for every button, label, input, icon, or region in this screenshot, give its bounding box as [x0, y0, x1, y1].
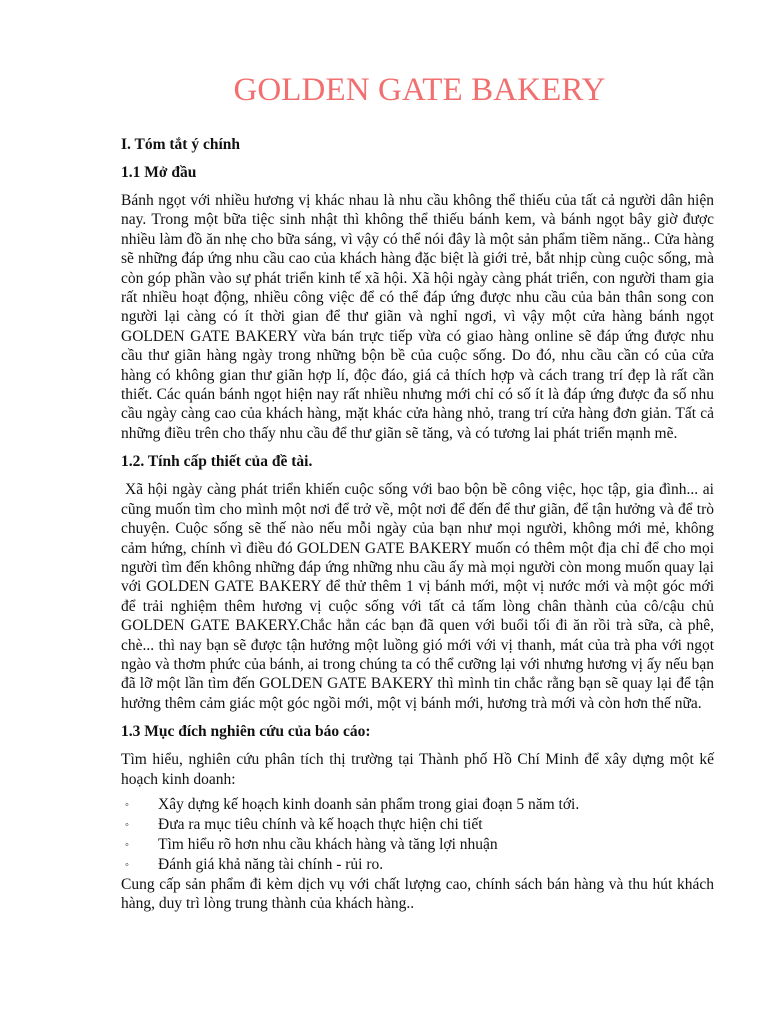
urgency-paragraph: Xã hội ngày càng phát triển khiến cuộc sống với bao bộn bề công việc, học tập, gia đình... ai cũng muốn tìm cho mình một nơi để trở về, một nơi để đến để thư giãn, để tận hưởng và để trò chuyện. Cuộc sống sẽ thế nào nếu mỗi ngày của bạn như mọi người, không mới mẻ, không cảm hứng, chính vì điều đó GOLDEN GATE BAKERY muốn có thêm một địa chỉ để cho mọi người tìm đến không những đáp ứng những nhu cầu ấy mà mọi người còn mong muốn quay lại với GOLDEN GATE BAKERY để thử thêm 1 vị bánh mới, một vị nước mới và một góc mới để trải nghiệm thêm hương vị cuộc sống với tất cả tấm lòng chân thành của cô/cậu chủ GOLDEN GATE BAKERY.Chắc hẳn các bạn đã quen với buổi tối đi ăn rồi trà sữa, cà phê, chè... thì nay bạn sẽ được tận hưởng một luồng gió mới với vị thanh, mát của trà pha với ngọt ngào và thơm phức của bánh, ai trong chúng ta có thể cưỡng lại với nhưng hương vị ấy nếu bạn đã lỡ một lần tìm đến GOLDEN GATE BAKERY thì mình tin chắc rằng bạn sẽ quay lại để tận hưởng thêm cảm giác một góc ngồi mới, một vị bánh mới, hương trà mới và còn hơn thế nữa.: [121, 481, 714, 712]
bullet-icon: ◦: [125, 818, 129, 831]
section-heading-purpose: 1.3 Mục đích nghiên cứu của báo cáo:: [121, 723, 371, 741]
bullet-icon: ◦: [125, 838, 129, 851]
bullet-icon: ◦: [125, 858, 129, 871]
bullet-icon: ◦: [125, 798, 129, 811]
intro-paragraph: Bánh ngọt với nhiều hương vị khác nhau là nhu cầu không thể thiếu của tất cả người dân hiện nay. Trong một bữa tiệc sinh nhật thì không thể thiếu bánh kem, và bánh ngọt bây giờ được nhiều làm đồ ăn nhẹ cho bữa sáng, vì vậy có thể nói đây là một sản phẩm tiềm năng.. Cửa hàng sẽ những đáp ứng nhu cầu cao của khách hàng đặc biệt là giới trẻ, bắt nhịp cùng cuộc sống, mà còn góp phần vào sự phát triển kinh tế xã hội. Xã hội ngày càng phát triển, con người tham gia rất nhiều hoạt động, nhiều công việc để có thể đáp ứng được nhu cầu của bản thân song con người lại càng có ít thời gian để thư giãn và nghỉ ngơi, vì vậy một cửa hàng bánh ngọt GOLDEN GATE BAKERY vừa bán trực tiếp vừa có giao hàng online sẽ đáp ứng được nhu cầu thư giãn hàng ngày trong những bộn bề của cuộc sống. Do đó, nhu cầu cần có của cửa hàng có không gian thư giãn hợp lí, độc đáo, giá cả thích hợp và cách trang trí đẹp là rất cần thiết. Các quán bánh ngọt hiện nay rất nhiều nhưng mới chỉ có số ít là đáp ứng được đa số nhu cầu ngày càng cao của khách hàng, mặt khác cửa hàng nhỏ, trang trí cửa hàng đơn giản. Tất cả những điều trên cho thấy nhu cầu để thư giãn sẽ tăng, và có tương lai phát triển mạnh mẽ.: [121, 192, 714, 442]
list-item-text: Đưa ra mục tiêu chính và kế hoạch thực hiện chi tiết: [158, 815, 483, 833]
section-heading-summary: I. Tóm tắt ý chính: [121, 136, 240, 153]
purpose-intro-paragraph: Tìm hiểu, nghiên cứu phân tích thị trường tại Thành phố Hồ Chí Minh để xây dựng một kế hoạch kinh doanh:: [121, 751, 714, 788]
list-item-text: Xây dựng kế hoạch kinh doanh sản phẩm trong giai đoạn 5 năm tới.: [158, 795, 580, 813]
list-item: [121, 835, 714, 855]
list-item: [121, 795, 714, 815]
list-item-text: Tìm hiểu rõ hơn nhu cầu khách hàng và tăng lợi nhuận: [158, 835, 498, 853]
section-heading-intro: 1.1 Mở đầu: [121, 164, 197, 181]
purpose-bullet-list: [121, 795, 714, 875]
list-item-text: Đánh giá khả năng tài chính - rủi ro.: [158, 855, 384, 873]
document-title: GOLDEN GATE BAKERY: [233, 72, 606, 108]
list-item: [121, 855, 714, 875]
purpose-closing-paragraph: Cung cấp sản phẩm đi kèm dịch vụ với chất lượng cao, chính sách bán hàng và thu hút khách hàng, duy trì lòng trung thành của khách hàng..: [121, 875, 714, 913]
list-item: [121, 815, 714, 835]
section-heading-urgency: 1.2. Tính cấp thiết của đề tài.: [121, 453, 313, 471]
